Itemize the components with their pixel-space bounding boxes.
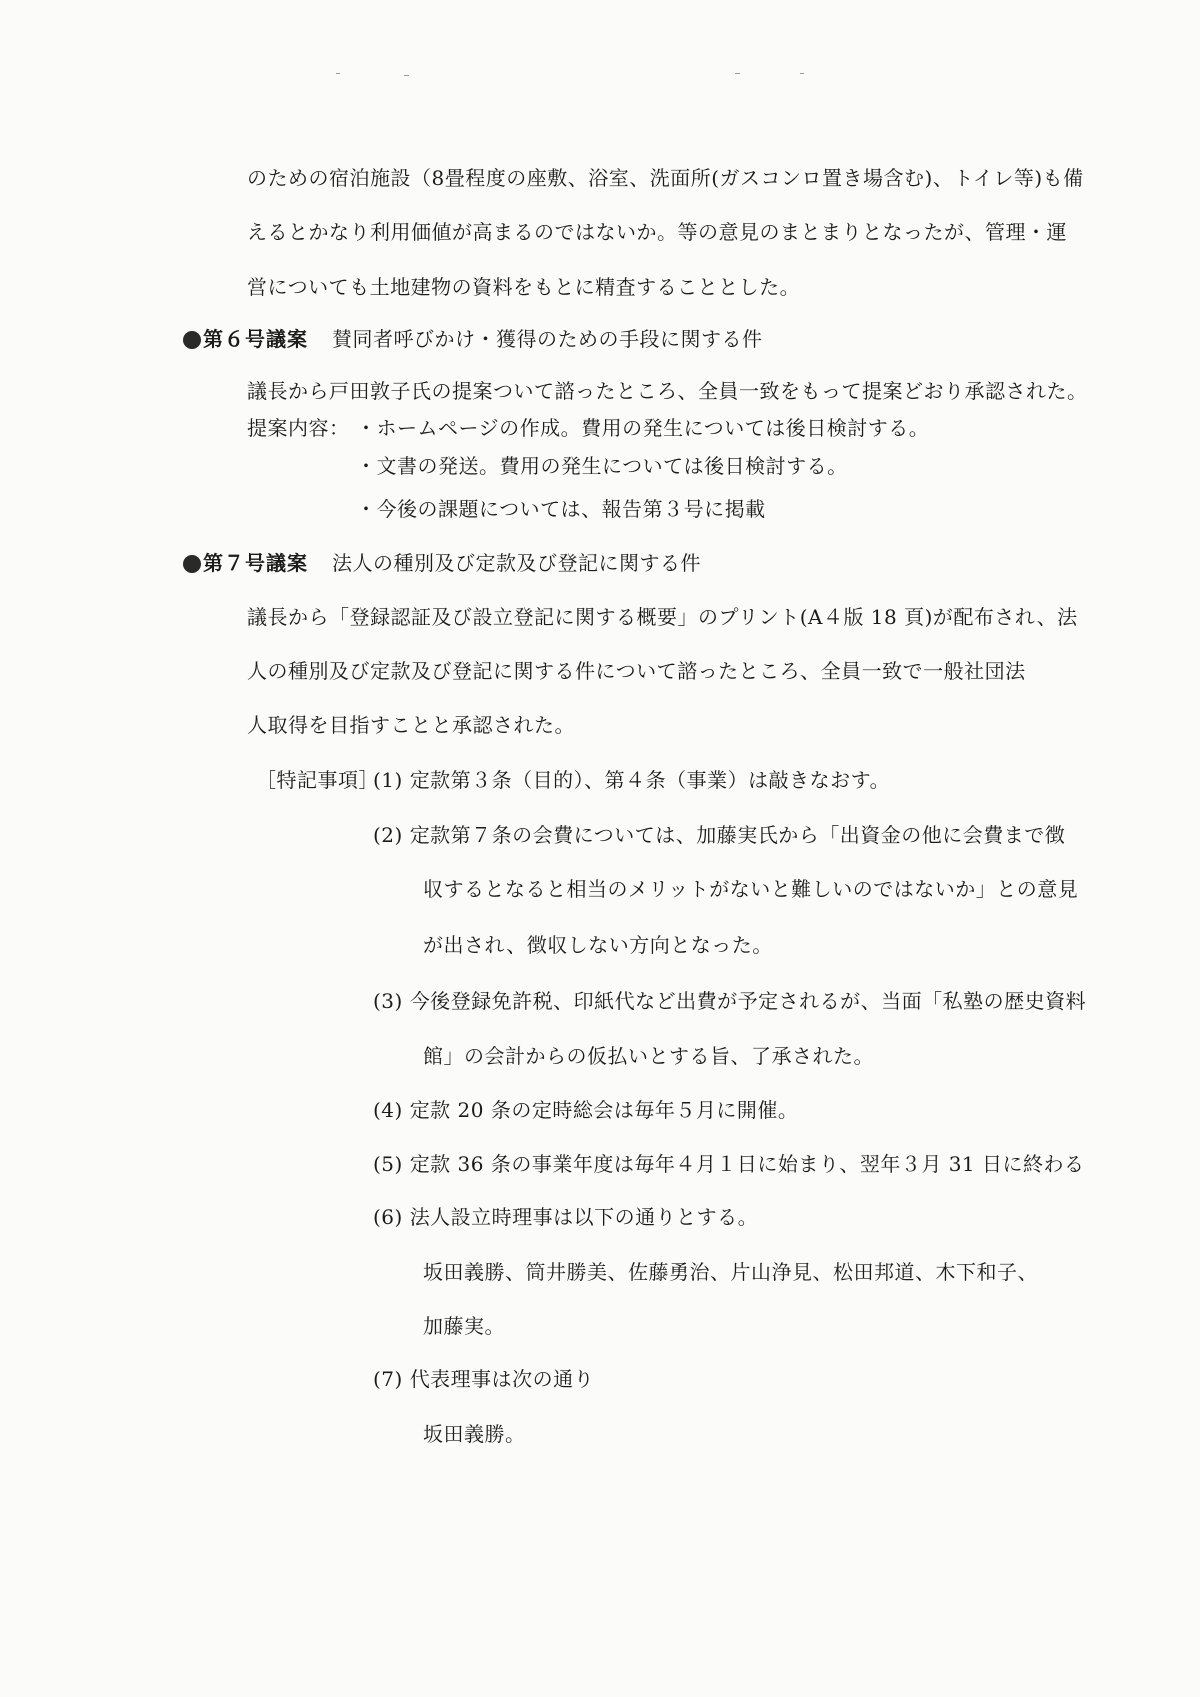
agenda-6-heading [183,326,763,352]
special-item-2-cont-2: が出され、徴収しない方向となった。 [423,933,773,957]
board-members-line-1: 坂田義勝、筒井勝美、佐藤勇治、片山浄見、松田邦道、木下和子、 [423,1260,1038,1284]
agenda-6-proposal-label: 提案内容： [247,416,350,440]
scan-speck [404,75,409,76]
agenda-7-body-line-2: 人の種別及び定款及び登記に関する件について諮ったところ、全員一致で一般社団法 [247,659,1026,683]
agenda-6-number: 第６号議案 [203,327,308,351]
scan-speck [800,73,804,74]
agenda-7-title: 法人の種別及び定款及び登記に関する件 [332,551,701,575]
scan-speck [336,73,340,74]
special-item-3: (3) 今後登録免許税、印紙代など出費が予定されるが、当面「私塾の歴史資料 [373,989,1087,1013]
special-item-3-cont: 館」の会計からの仮払いとする旨、了承された。 [423,1044,874,1068]
special-item-5: (5) 定款 36 条の事業年度は毎年４月１日に始まり、翌年３月 31 日に終わる [373,1152,1085,1176]
agenda-7-number: 第７号議案 [203,551,308,575]
body-line-2: えるとかなり利用価値が高まるのではないか。等の意見のまとまりとなったが、管理・運 [247,220,1067,244]
agenda-6-proposal-item-2: ・文書の発送。費用の発生については後日検討する。 [356,454,848,478]
special-notes-label: ［特記事項］ [256,768,379,792]
representative-director: 坂田義勝。 [423,1422,526,1446]
special-item-4: (4) 定款 20 条の定時総会は毎年５月に開催。 [373,1098,799,1122]
agenda-6-proposal-item-3: ・今後の課題については、報告第３号に掲載 [356,497,766,521]
agenda-6-title: 賛同者呼びかけ・獲得のための手段に関する件 [332,327,763,351]
agenda-7-heading [183,550,701,576]
agenda-6-body: 議長から戸田敦子氏の提案ついて諮ったところ、全員一致をもって提案どおり承認された。 [247,379,1088,403]
scan-speck [735,73,740,74]
special-item-6: (6) 法人設立時理事は以下の通りとする。 [373,1205,759,1229]
board-members-line-2: 加藤実。 [423,1314,505,1338]
bullet-icon [183,555,201,573]
special-item-2: (2) 定款第７条の会費については、加藤実氏から「出資金の他に会費まで徴 [373,823,1066,847]
special-item-7: (7) 代表理事は次の通り [373,1367,595,1391]
agenda-6-proposal-item-1: ・ホームページの作成。費用の発生については後日検討する。 [356,416,930,440]
agenda-7-body-line-1: 議長から「登録認証及び設立登記に関する概要」のプリント(A４版 18 頁)が配布され、法 [247,605,1078,629]
body-line-1: のための宿泊施設（8畳程度の座敷、浴室、洗面所(ガスコンロ置き場含む)、トイレ等)も備 [247,166,1084,190]
body-line-3: 営についても土地建物の資料をもとに精査することとした。 [247,275,801,299]
bullet-icon [183,331,201,349]
special-item-1: (1) 定款第３条（目的）、第４条（事業）は敲きなおす。 [373,768,891,792]
agenda-7-body-line-3: 人取得を目指すことと承認された。 [247,713,575,737]
special-item-2-cont-1: 収するとなると相当のメリットがないと難しいのではないか」との意見 [423,877,1079,901]
